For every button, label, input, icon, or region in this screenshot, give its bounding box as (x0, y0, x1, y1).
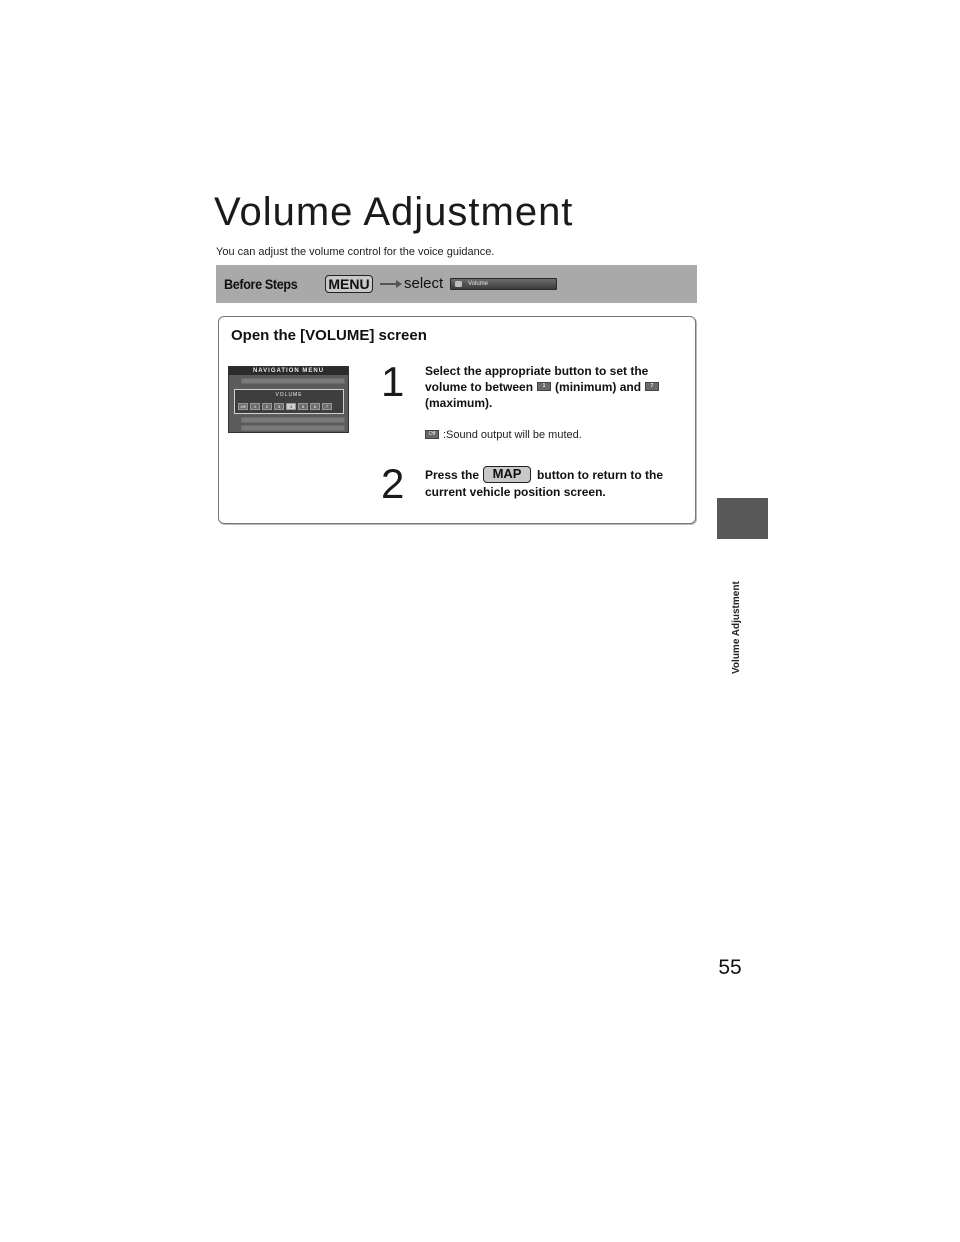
volume-chip-label: Volume (468, 281, 489, 287)
step-number-1: 1 (381, 358, 405, 405)
screen-key-5: 5 (298, 403, 308, 410)
screen-key-2: 2 (262, 403, 272, 410)
step-box-heading: Open the [VOLUME] screen (231, 327, 427, 344)
off-key: Off (425, 430, 439, 439)
page-subtitle: You can adjust the volume control for the voice guidance. (216, 246, 495, 258)
step-2-text (425, 467, 695, 500)
volume-menu-chip (450, 278, 557, 290)
step-1-text-b: volume to between (425, 380, 534, 394)
step-1-text (425, 363, 695, 411)
section-tab (717, 498, 768, 539)
step-1-text-c: (minimum) and (555, 380, 642, 394)
screen-volume-label: VOLUME (275, 392, 303, 398)
screen-key-3: 3 (274, 403, 284, 410)
step-2-text-c: current vehicle position screen. (425, 485, 606, 500)
screen-key-1: 1 (250, 403, 260, 410)
speaker-icon (455, 281, 462, 287)
map-button: MAP (483, 466, 531, 483)
step-number-2: 2 (381, 460, 405, 507)
section-tab-label: Volume Adjustment (731, 581, 742, 674)
screen-menu-row (241, 378, 345, 384)
screen-key-6: 6 (310, 403, 320, 410)
screen-menu-row (241, 425, 345, 431)
before-steps-label: Before Steps (224, 276, 298, 292)
screen-menu-row (241, 417, 345, 423)
off-note-text: :Sound output will be muted. (443, 429, 582, 441)
arrow-right-icon (379, 279, 403, 289)
before-steps-bar (216, 265, 697, 303)
step-1-text-d: (maximum). (425, 396, 493, 410)
screen-key-off: Off (238, 403, 248, 410)
min-volume-key: 1 (537, 382, 551, 391)
screen-key-7: 7 (322, 403, 332, 410)
volume-screen-image (228, 366, 349, 433)
page-title: Volume Adjustment (214, 190, 574, 234)
step-2-text-b: button to return to the (537, 468, 664, 482)
step-2-text-a: Press the (425, 468, 480, 482)
screen-volume-panel (234, 389, 344, 414)
screen-key-4: 4 (286, 403, 296, 410)
max-volume-key: 7 (645, 382, 659, 391)
screen-title: NAVIGATION MENU (252, 368, 325, 374)
menu-button: MENU (325, 275, 373, 293)
select-text: select (404, 275, 444, 292)
off-note (425, 429, 582, 441)
step-1-text-a: Select the appropriate button to set the (425, 364, 649, 378)
page-number: 55 (718, 956, 742, 979)
screen-volume-keys (238, 403, 332, 411)
step-box (218, 316, 696, 524)
